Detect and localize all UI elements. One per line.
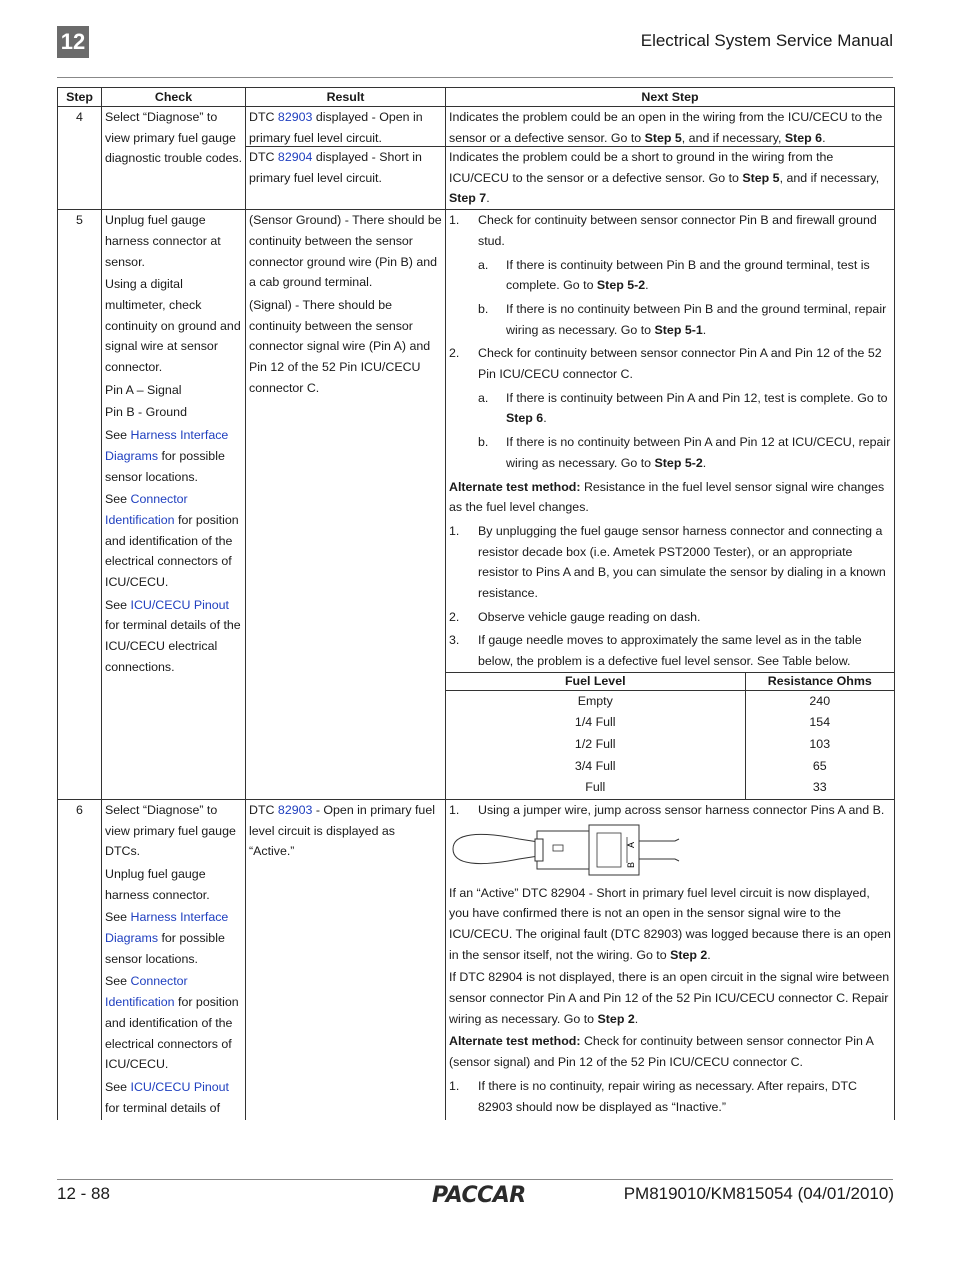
numbered-item: 1. Using a jumper wire, jump across sensor harness connector Pins A and B.: [449, 802, 885, 817]
connector-identification-link[interactable]: Connector Identification: [105, 492, 188, 527]
step-number: 4: [58, 107, 102, 210]
active-dtc-82904-paragraph: If an “Active” DTC 82904 - Short in primary fuel level circuit is now displayed, you have confirmed there is not an open in the sensor signal wire to the ICU/CECU. The original fault (DTC 82903) was logged because there is an open in the sensor itself, not the wiring. Go to Step 2.: [449, 885, 891, 962]
pin-b-label: Pin B - Ground: [105, 405, 187, 420]
see-connector-identification: See Connector Identification for position and identification of the electrical connectors of ICU/CECU.: [105, 492, 239, 590]
sub-item: a. If there is continuity between Pin A and Pin 12, test is complete. Go to Step 6.: [478, 390, 888, 426]
see-icu-pinout: See ICU/CECU Pinout for terminal details of the ICU/CECU electrical connections.: [105, 597, 241, 674]
jumper-wire-connector-diagram: [449, 821, 892, 883]
numbered-item: 2. Observe vehicle gauge reading on dash.: [449, 609, 701, 624]
fuel-level-cell: Empty: [446, 690, 745, 712]
dtc-82904-link[interactable]: 82904: [277, 150, 313, 164]
step-5-result: [246, 210, 446, 800]
pin-a-label: Pin A – Signal: [105, 382, 182, 397]
table-row: [446, 734, 894, 756]
check-multimeter-text: Using a digital multimeter, check continuity on ground and signal wire at sensor connector.: [105, 277, 241, 375]
see-harness-diagrams: See Harness Interface Diagrams for possible sensor locations.: [105, 910, 229, 966]
see-icu-pinout: See ICU/CECU Pinout for terminal details of: [105, 1079, 229, 1115]
result-dtc-82903: DTC 82903 displayed - Open in primary fuel level circuit.: [249, 110, 423, 145]
chapter-number-badge: 12: [57, 26, 89, 58]
header-divider: [57, 77, 893, 78]
numbered-item: 1. By unplugging the fuel gauge sensor harness connector and connecting a resistor decade box (i.e. Ametek PST2000 Tester), or an appropriate resistor to Pins A and B, you can simulate the sensor by dialing in a known resistance.: [449, 523, 886, 601]
column-header-next-step: Next Step: [446, 88, 895, 107]
numbered-item: 3. If gauge needle moves to approximately the same level as in the table below, the problem is a defective fuel level sensor. See Table below.: [449, 633, 862, 669]
result-dtc-82903-active: DTC 82903 - Open in primary fuel level circuit is displayed as “Active.”: [249, 802, 435, 859]
check-unplug-text: Unplug fuel gauge harness connector at sensor.: [105, 213, 221, 269]
result-signal: (Signal) - There should be continuity between the sensor connector signal wire (Pin A) and Pin 12 of the 52 Pin ICU/CECU connector C.: [249, 297, 431, 395]
fuel-level-cell: 1/2 Full: [446, 734, 745, 756]
diagnostic-steps-table: [57, 87, 895, 1120]
table-row: [446, 777, 894, 799]
harness-interface-diagrams-link[interactable]: Harness Interface Diagrams: [105, 428, 229, 463]
resistance-cell: 65: [812, 758, 827, 773]
column-header-step: Step: [58, 88, 102, 107]
paccar-logo: PACCAR: [432, 1183, 526, 1208]
step-4-row: [58, 107, 895, 210]
column-header-check: Check: [102, 88, 246, 107]
resistance-cell: 33: [812, 780, 827, 795]
see-harness-diagrams: See Harness Interface Diagrams for possible sensor locations.: [105, 428, 229, 484]
harness-interface-diagrams-link[interactable]: Harness Interface Diagrams: [105, 910, 229, 946]
sub-item: b. If there is no continuity between Pin A and Pin 12 at ICU/CECU, repair wiring as necessary. Go to Step 5-2.: [478, 435, 891, 470]
resistance-cell: 154: [809, 715, 831, 730]
icu-cecu-pinout-link[interactable]: ICU/CECU Pinout: [130, 1079, 229, 1094]
check-diagnose-text: Select “Diagnose” to view primary fuel gauge DTCs.: [105, 802, 236, 859]
fuel-table-header-row: [446, 672, 894, 690]
step-5-next: [446, 210, 895, 800]
table-row: [446, 756, 894, 778]
table-header-row: [58, 88, 895, 107]
step-5-row: [58, 210, 895, 800]
fuel-level-cell: 3/4 Full: [446, 756, 745, 778]
sub-item: b. If there is no continuity between Pin B and the ground terminal, repair wiring as necessary. Go to Step 5-1.: [478, 301, 887, 337]
alternate-test-method: Alternate test method: Resistance in the fuel level sensor signal wire changes as the fuel level changes.: [449, 479, 885, 515]
see-connector-identification: See Connector Identification for position and identification of the electrical connectors of ICU/CECU.: [105, 974, 239, 1072]
result-sensor-ground: (Sensor Ground) - There should be continuity between the sensor connector ground wire (Pin B) and a cab ground terminal.: [249, 213, 442, 290]
fuel-level-header: Fuel Level: [446, 672, 745, 690]
table-row: [446, 712, 894, 734]
sub-item: a. If there is continuity between Pin B and the ground terminal, test is complete. Go to Step 5-2.: [478, 257, 870, 293]
numbered-item: 2. Check for continuity between sensor connector Pin A and Pin 12 of the 52 Pin ICU/CECU connector C.: [449, 346, 882, 382]
resistance-cell: 240: [809, 693, 831, 708]
numbered-item: 1. Check for continuity between sensor connector Pin B and firewall ground stud.: [449, 213, 877, 248]
step-4-result: [246, 107, 446, 210]
footer-divider: [57, 1179, 893, 1180]
check-unplug-text: Unplug fuel gauge harness connector.: [105, 866, 210, 902]
alternate-test-method: Alternate test method: Check for continuity between sensor connector Pin A (sensor signal) and Pin 12 of the 52 Pin ICU/CECU connector C.: [449, 1034, 874, 1070]
next-step-open: Indicates the problem could be an open in the wiring from the ICU/CECU to the sensor or a defective sensor. Go to Step 5, and if necessary, Step 6.: [449, 110, 883, 145]
connector-identification-link[interactable]: Connector Identification: [105, 974, 188, 1010]
document-number: PM819010/KM815054 (04/01/2010): [623, 1184, 894, 1203]
connector-jumper-illustration: [449, 821, 689, 883]
dtc-82903-link[interactable]: 82903: [277, 110, 313, 124]
step-4-check: [102, 107, 246, 210]
icu-cecu-pinout-link[interactable]: ICU/CECU Pinout: [130, 597, 229, 612]
step-6-next: [446, 799, 895, 1120]
manual-title: Electrical System Service Manual: [640, 31, 893, 50]
dtc-82904-not-displayed-paragraph: If DTC 82904 is not displayed, there is an open circuit in the signal wire between sensor connector Pin A and Pin 12 of the 52 Pin ICU/CECU connector C. Repair wiring as necessary. Go to Step 2.: [449, 970, 890, 1026]
step-5-check: [102, 210, 246, 800]
step-number: 6: [58, 799, 102, 1120]
page-number: 12 - 88: [57, 1184, 110, 1203]
table-row: [446, 690, 894, 712]
check-text: Select “Diagnose” to view primary fuel gauge diagnostic trouble codes.: [105, 110, 243, 166]
column-header-result: Result: [246, 88, 446, 107]
fuel-level-cell: Full: [446, 777, 745, 799]
step-6-row: [58, 799, 895, 1120]
resistance-ohms-header: Resistance Ohms: [745, 672, 894, 690]
pin-b-marker: B: [626, 861, 636, 868]
fuel-level-resistance-table: [446, 672, 894, 799]
next-step-short: Indicates the problem could be a short to ground in the wiring from the ICU/CECU to the sensor or a defective sensor. Go to Step 5, and if necessary, Step 7.: [446, 146, 894, 209]
step-6-result: [246, 799, 446, 1120]
resistance-cell: 103: [809, 737, 831, 752]
numbered-item: 1. If there is no continuity, repair wiring as necessary. After repairs, DTC 82903 should now be displayed as “Inactive.”: [449, 1078, 857, 1114]
result-dtc-82904: DTC 82904 displayed - Short in primary fuel level circuit.: [246, 146, 445, 188]
pin-a-marker: A: [626, 841, 636, 848]
fuel-level-cell: 1/4 Full: [446, 712, 745, 734]
step-number: 5: [58, 210, 102, 800]
step-4-next: [446, 107, 895, 210]
dtc-82903-link[interactable]: 82903: [277, 802, 313, 817]
step-6-check: [102, 799, 246, 1120]
